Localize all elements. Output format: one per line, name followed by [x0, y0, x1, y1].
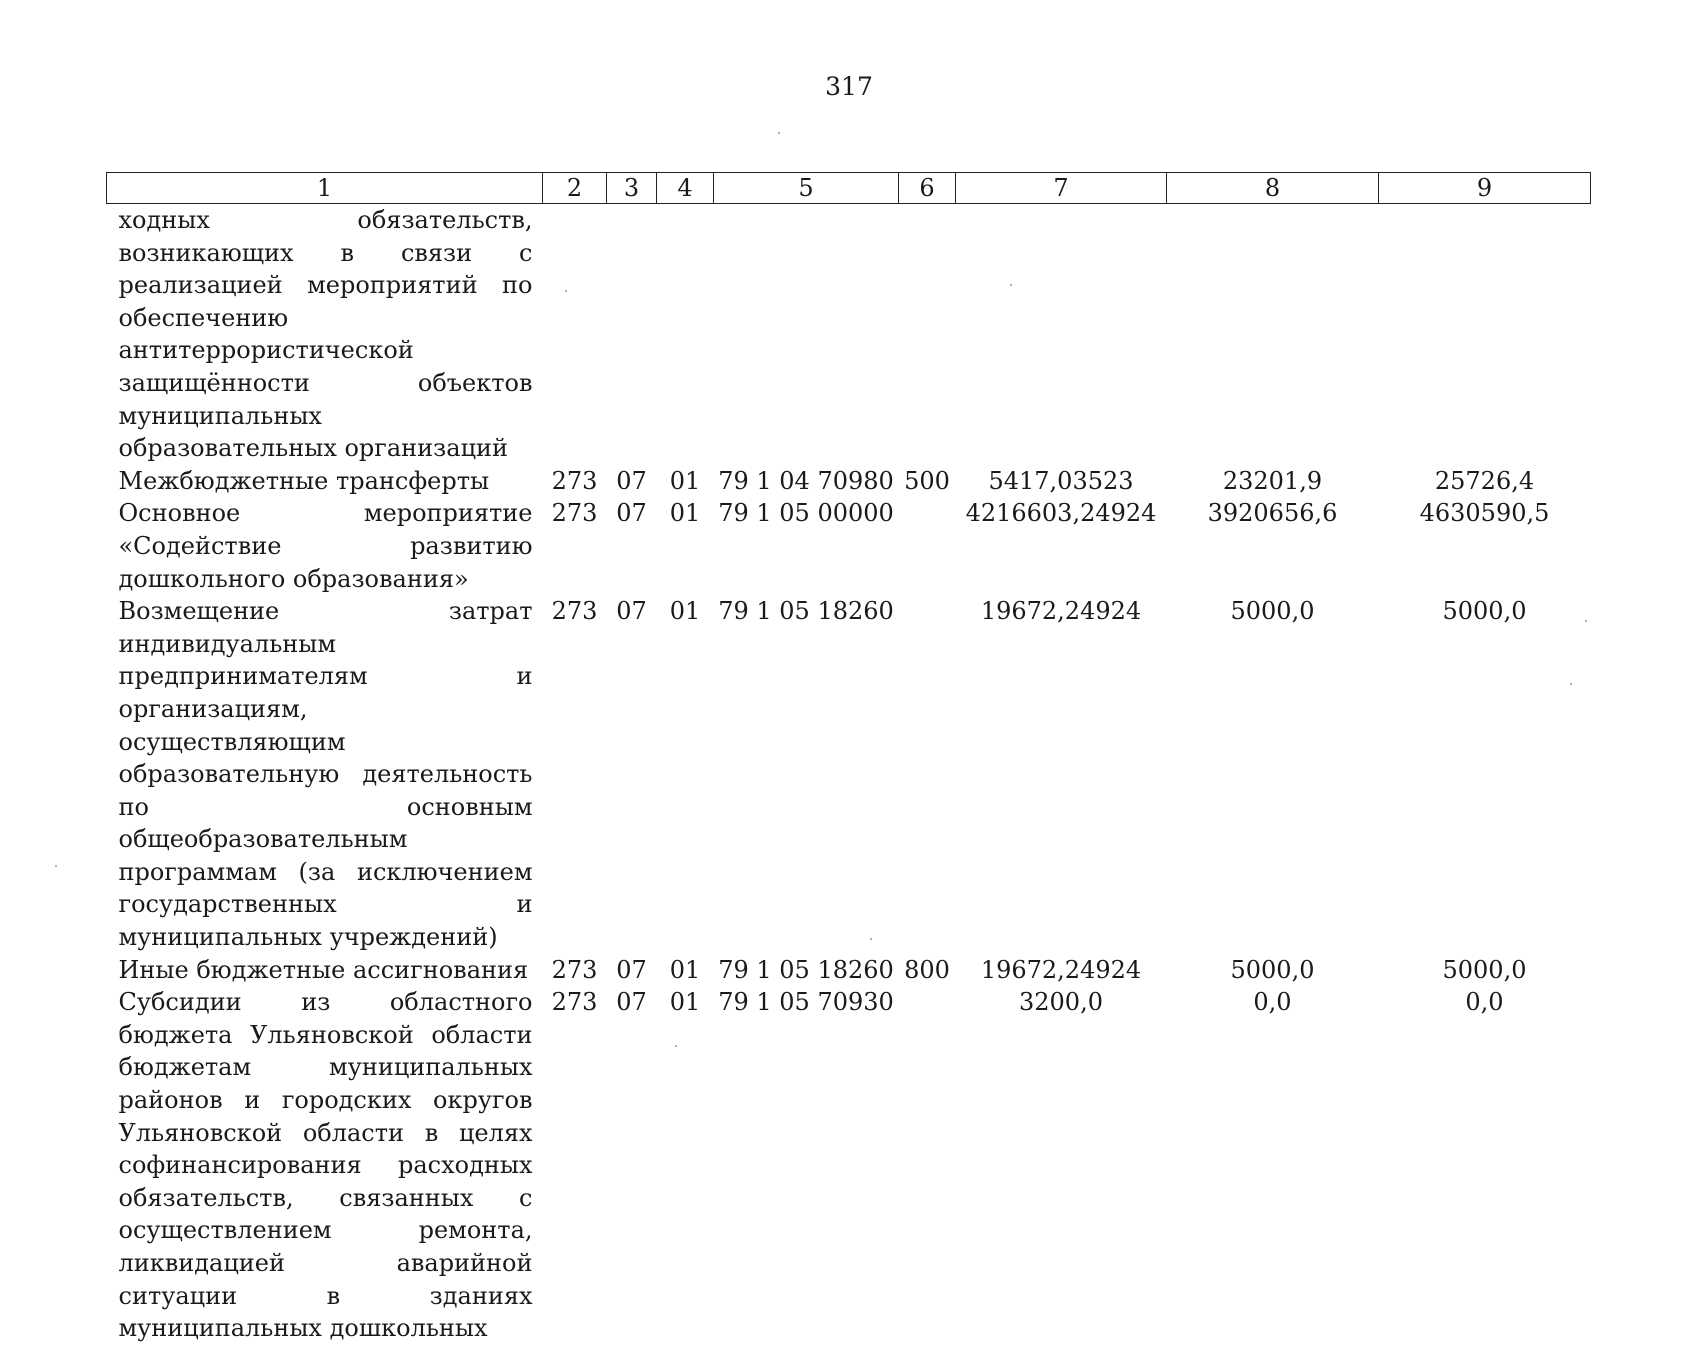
cell-section: 07 [616, 466, 647, 495]
cell-target-article: 79 1 05 70930 [718, 988, 894, 1017]
budget-table [106, 172, 1591, 1345]
page-number: 317 [825, 72, 873, 101]
row-name: Межбюджетные трансферты [118, 466, 490, 495]
cell-section: 07 [616, 499, 647, 528]
cell-target-article: 79 1 05 00000 [718, 499, 894, 528]
column-header: 8 [1167, 173, 1379, 204]
cell-target-article: 79 1 05 18260 [718, 597, 894, 626]
scan-speck [1010, 284, 1012, 286]
cell-expense-type: 500 [904, 466, 950, 495]
table-row [107, 595, 1591, 954]
cell-amount-col9: 0,0 [1465, 988, 1504, 1017]
cell-amount-col7: 19672,24924 [980, 955, 1142, 984]
scan-speck [55, 865, 57, 867]
cell-amount-col8: 5000,0 [1230, 955, 1315, 984]
cell-subsection: 01 [669, 597, 701, 626]
row-name: Иные бюджетные ассигнования [118, 955, 529, 984]
cell-section [607, 204, 657, 465]
scan-speck [1585, 620, 1587, 622]
cell-admin-code: 273 [551, 988, 598, 1017]
column-header: 5 [714, 173, 899, 204]
scan-speck [870, 938, 872, 940]
cell-amount-col8: 5000,0 [1230, 597, 1315, 626]
row-name: Основное мероприятие «Содействие развитию дошкольного образования» [118, 499, 533, 593]
cell-amount-col7: 19672,24924 [980, 597, 1142, 626]
cell-expense-type [899, 497, 956, 595]
cell-expense-type [899, 204, 956, 465]
cell-amount-col7: 4216603,24924 [965, 499, 1157, 528]
cell-amount-col7: 3200,0 [1019, 988, 1103, 1017]
column-header: 1 [107, 173, 543, 204]
cell-subsection: 01 [669, 499, 701, 528]
cell-expense-type: 800 [904, 955, 950, 984]
column-header: 2 [543, 173, 607, 204]
cell-admin-code: 273 [551, 597, 598, 626]
cell-section: 07 [616, 597, 647, 626]
scan-speck [778, 132, 780, 134]
cell-amount-col8: 23201,9 [1222, 466, 1323, 495]
cell-amount-col9: 4630590,5 [1419, 499, 1550, 528]
cell-amount-col7 [956, 204, 1167, 465]
cell-target-article [714, 204, 899, 465]
cell-target-article: 79 1 04 70980 [718, 466, 894, 495]
cell-admin-code [543, 204, 607, 465]
cell-admin-code: 273 [551, 499, 598, 528]
cell-subsection: 01 [669, 466, 701, 495]
cell-amount-col8: 3920656,6 [1207, 499, 1338, 528]
cell-admin-code: 273 [551, 466, 598, 495]
scan-speck [565, 290, 567, 292]
row-name: ходных обязательств, возникающих в связи с реализацией мероприятий по обеспечению антитеррористической защищённости объектов муниципальных образовательных организаций [118, 206, 533, 463]
cell-section: 07 [616, 988, 647, 1017]
row-name: Субсидии из областного бюджета Ульяновской области бюджетам муниципальных районов и городских округов Ульяновской области в целях софинансирования расходных обязательств, связанных с осуществлением ремонта, ликвидацией аварийной ситуации в зданиях муниципальных дошкольных [118, 988, 533, 1343]
cell-amount-col9: 25726,4 [1434, 466, 1535, 495]
column-header: 7 [956, 173, 1167, 204]
column-header: 3 [607, 173, 657, 204]
cell-subsection [657, 204, 714, 465]
cell-section: 07 [616, 955, 647, 984]
cell-subsection: 01 [669, 988, 701, 1017]
cell-amount-col9: 5000,0 [1442, 597, 1527, 626]
cell-subsection: 01 [669, 955, 701, 984]
cell-expense-type [899, 986, 956, 1345]
scan-speck [675, 1045, 677, 1047]
cell-amount-col8 [1167, 204, 1379, 465]
cell-admin-code: 273 [551, 955, 598, 984]
cell-expense-type [899, 595, 956, 954]
table-row [107, 465, 1591, 498]
table-row [107, 954, 1591, 987]
cell-target-article: 79 1 05 18260 [718, 955, 894, 984]
table-row [107, 204, 1591, 465]
table-row [107, 986, 1591, 1345]
scan-speck [1570, 683, 1572, 685]
column-header: 9 [1379, 173, 1591, 204]
cell-amount-col9: 5000,0 [1442, 955, 1527, 984]
column-header: 4 [657, 173, 714, 204]
cell-amount-col8: 0,0 [1253, 988, 1292, 1017]
row-name: Возмещение затрат индивидуальным предпринимателям и организациям, осуществляющим образовательную деятельность по основным общеобразовательным программам (за исключением государственных и муниципальных учреждений) [118, 597, 533, 952]
column-numbers-row [107, 173, 1591, 204]
column-header: 6 [899, 173, 956, 204]
cell-amount-col9 [1379, 204, 1591, 465]
cell-amount-col7: 5417,03523 [988, 466, 1134, 495]
table-row [107, 497, 1591, 595]
